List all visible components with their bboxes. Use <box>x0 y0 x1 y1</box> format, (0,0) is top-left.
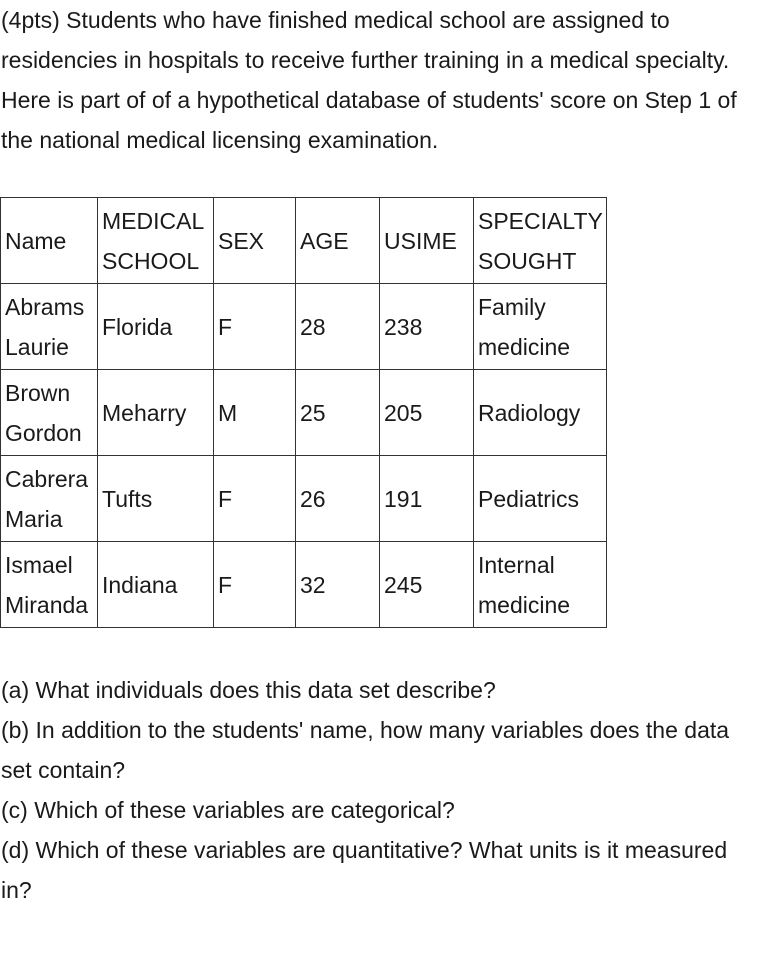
cell-school: Indiana <box>98 542 214 628</box>
question-c: (c) Which of these variables are categorical? <box>1 797 455 823</box>
cell-specialty: Pediatrics <box>474 456 607 542</box>
cell-specialty: Internal medicine <box>474 542 607 628</box>
question-b: (b) In addition to the students' name, how many variables does the data set contain? <box>1 717 730 783</box>
cell-name: Cabrera Maria <box>1 456 98 542</box>
table-row <box>1 370 607 456</box>
cell-school: Tufts <box>98 456 214 542</box>
table-row <box>1 542 607 628</box>
header-sex: SEX <box>214 198 296 284</box>
cell-sex: F <box>214 456 296 542</box>
problem-intro: (4pts) Students who have finished medical school are assigned to residencies in hospitals to receive further training in a medical specialty. Here is part of of a hypothetical database of students' score on Step 1 of the national medical licensing examination. <box>1 7 737 153</box>
cell-specialty: Radiology <box>474 370 607 456</box>
header-specialty-sought: SPECIALTY SOUGHT <box>474 198 607 284</box>
cell-name: Brown Gordon <box>1 370 98 456</box>
header-name: Name <box>1 198 98 284</box>
cell-name: Ismael Miranda <box>1 542 98 628</box>
header-age: AGE <box>296 198 380 284</box>
cell-school: Florida <box>98 284 214 370</box>
question-list <box>1 670 761 910</box>
cell-age: 28 <box>296 284 380 370</box>
cell-name: Abrams Laurie <box>1 284 98 370</box>
cell-specialty: Family medicine <box>474 284 607 370</box>
student-data-table <box>0 197 607 628</box>
table-header-row <box>1 198 607 284</box>
cell-age: 25 <box>296 370 380 456</box>
cell-usime: 205 <box>380 370 474 456</box>
table-row <box>1 284 607 370</box>
cell-age: 32 <box>296 542 380 628</box>
question-a: (a) What individuals does this data set describe? <box>1 677 496 703</box>
table-row <box>1 456 607 542</box>
question-d: (d) Which of these variables are quantitative? What units is it measured in? <box>1 837 728 903</box>
cell-sex: M <box>214 370 296 456</box>
header-medical-school: MEDICAL SCHOOL <box>98 198 214 284</box>
cell-sex: F <box>214 542 296 628</box>
cell-school: Meharry <box>98 370 214 456</box>
cell-usime: 191 <box>380 456 474 542</box>
cell-usime: 238 <box>380 284 474 370</box>
cell-usime: 245 <box>380 542 474 628</box>
cell-sex: F <box>214 284 296 370</box>
cell-age: 26 <box>296 456 380 542</box>
header-usime: USIME <box>380 198 474 284</box>
